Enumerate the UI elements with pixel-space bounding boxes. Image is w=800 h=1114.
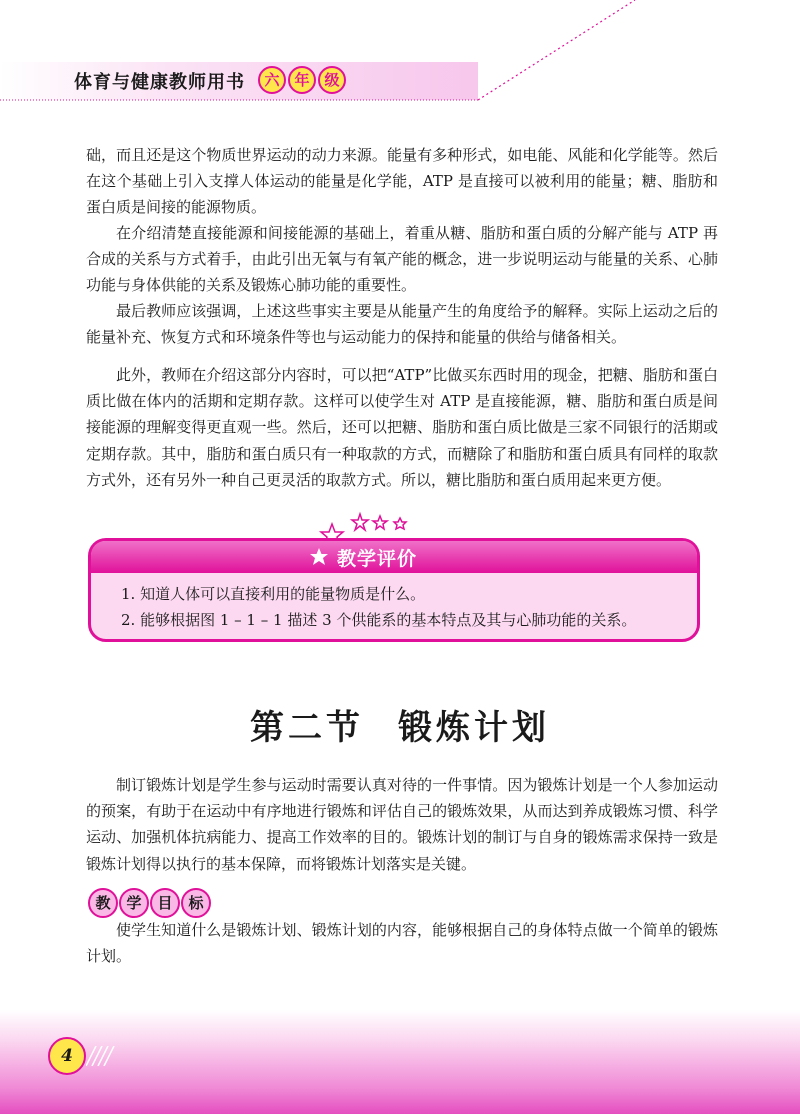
badge-char: 标 <box>181 888 211 918</box>
paragraph: 在介绍清楚直接能源和间接能源的基础上，着重从糖、脂肪和蛋白质的分解产能与 ATP 再合成的关系与方式着手，由此引出无氧与有氧产能的概念，进一步说明运动与能量的关系、心肺功能与身体供能的关系及锻炼心肺功能的重要性。 <box>86 224 718 295</box>
paragraph: 最后教师应该强调，上述这些事实主要是从能量产生的角度给予的解释。实际上运动之后的能量补充、恢复方式和环境条件等也与运动能力的保持和能量的供给与储备相关。 <box>86 302 718 347</box>
grade-badge <box>258 66 346 94</box>
grade-char: 六 <box>258 66 286 94</box>
section-heading <box>0 700 800 749</box>
grade-char: 年 <box>288 66 316 94</box>
evaluation-list <box>121 581 636 633</box>
book-title: 体育与健康教师用书 <box>74 72 245 93</box>
grade-char: 级 <box>318 66 346 94</box>
list-item: 1. 知道人体可以直接利用的能量物质是什么。 <box>121 585 426 603</box>
section-title: 锻炼计划 <box>398 708 550 748</box>
paragraph: 础，而且还是这个物质世界运动的动力来源。能量有多种形式，如电能、风能和化学能等。然后在这个基础上引入支撑人体运动的能量是化学能，ATP 是直接可以被利用的能量；糖、脂肪和蛋白质是间接的能源物质。 <box>86 146 718 217</box>
paragraph: 使学生知道什么是锻炼计划、锻炼计划的内容，能够根据自己的身体特点做一个简单的锻炼计划。 <box>86 921 718 966</box>
footer-decoration <box>86 1046 116 1066</box>
badge-char: 学 <box>119 888 149 918</box>
paragraph: 此外，教师在介绍这部分内容时，可以把“ATP”比做买东西时用的现金，把糖、脂肪和蛋白质比做在体内的活期和定期存款。这样可以使学生对 ATP 是直接能源，糖、脂肪和蛋白质是间接能源的理解变得更直观一些。然后，还可以把糖、脂肪和蛋白质比做是三家不同银行的活期或定期存款。其中，脂肪和蛋白质只有一种取款的方式，而糖除了和脂肪和蛋白质具有同样的取款方式外，还有另外一种自己更灵活的取款方式。所以，糖比脂肪和蛋白质用起来更方便。 <box>86 366 718 489</box>
star-icon <box>309 547 329 567</box>
objective-badge <box>88 888 211 918</box>
badge-char: 教 <box>88 888 118 918</box>
evaluation-box <box>88 538 700 642</box>
footer-band <box>0 1010 800 1114</box>
page-number: 4 <box>48 1037 86 1075</box>
paragraph: 制订锻炼计划是学生参与运动时需要认真对待的一件事情。因为锻炼计划是一个人参加运动的预案，有助于在运动中有序地进行锻炼和评估自己的锻炼效果，从而达到养成锻炼习惯、科学运动、加强机体抗病能力、提高工作效率的目的。锻炼计划的制订与自身的锻炼需求保持一致是锻炼计划得以执行的基本保障，而将锻炼计划落实是关键。 <box>86 776 718 873</box>
evaluation-titlebar <box>91 541 697 573</box>
list-item: 2. 能够根据图 1 – 1 – 1 描述 3 个供能系的基本特点及其与心肺功能的关系。 <box>121 611 637 629</box>
section-number: 第二节 <box>250 708 364 748</box>
badge-char: 目 <box>150 888 180 918</box>
evaluation-title: 教学评价 <box>337 548 418 570</box>
